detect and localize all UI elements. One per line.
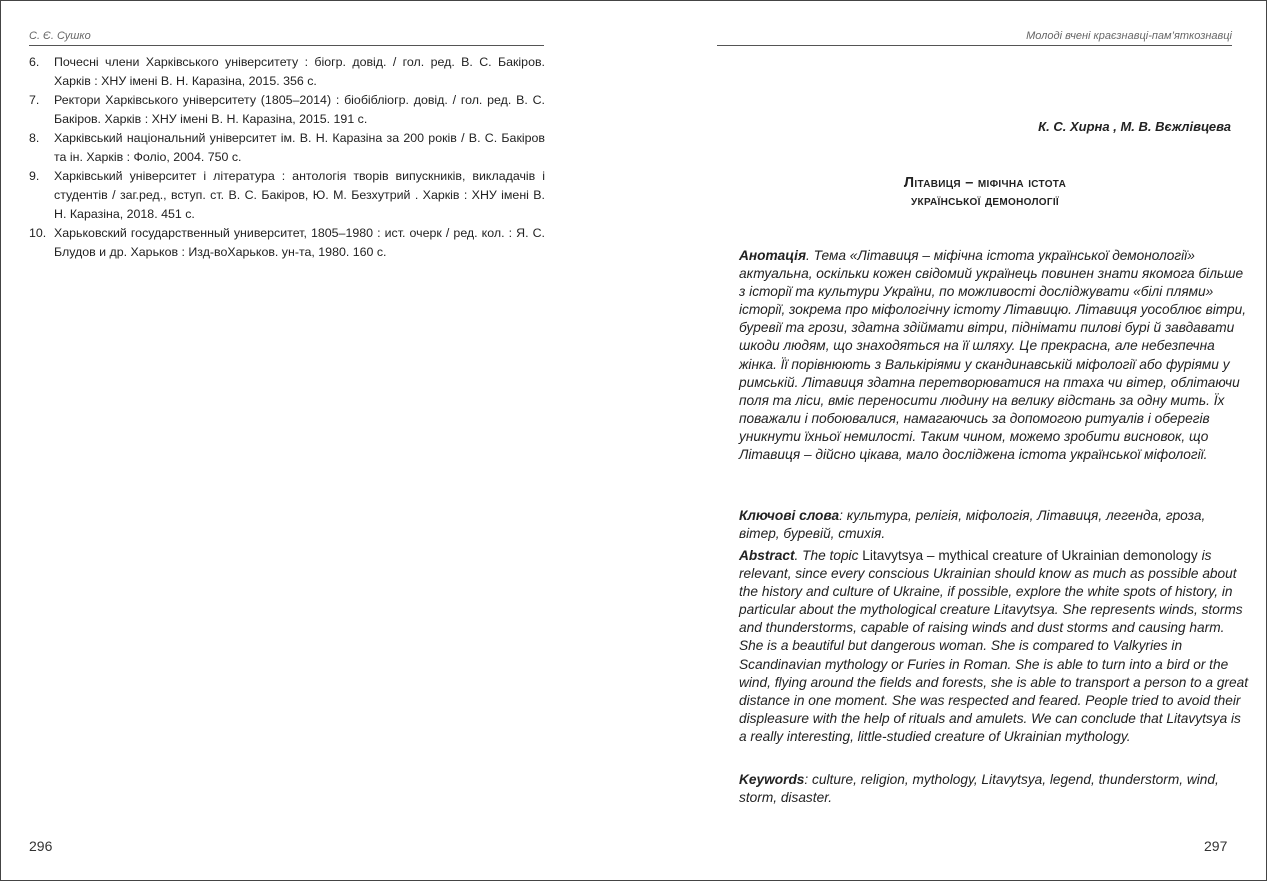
abstract-topic: Litavytsya – mythical creature of Ukrainian demonology [862,548,1198,563]
reference-text: Харьковский государственный университет, 1805–1980 : ист. очерк / ред. кол. : Я. С. Блудов и др. Харьков : Изд-воХарьков. ун-та, 1980. 160 с. [54,226,545,259]
reference-number: 8. [29,131,40,145]
reference-number: 7. [29,93,40,107]
reference-number: 6. [29,55,40,69]
reference-item [29,224,545,262]
left-running-head: С. Є. Сушко [29,30,544,46]
reference-item [29,53,545,91]
left-page-number: 296 [29,838,53,854]
keywords-en-label: Keywords [739,772,805,787]
reference-list [29,53,545,262]
keywords-en-text: : culture, religion, mythology, Litavytsya, legend, thunderstorm, wind, storm, disaster. [739,772,1219,806]
abstract-label: Abstract [739,548,795,563]
annotation-text: . Тема «Літавиця – міфічна істота української демонології» актуальна, оскільки кожен свідомий українець повинен знати якомога більше з історії та культури України, по можливості досліджувати «білі плями» історії, зокрема про міфологічну істоту Літавицю. Літавиця уособлює вітри, буревії та грози, здатна здіймати вітри, піднімати пилові бурі й завдавати шкоди людям, що знаходяться на її шляху. Це прекрасна, але небезпечна жінка. Її порівнюють з Валькіріями у скандинавській міфології або фуріями у римській. Літавиця здатна перетворюватися на птаха чи вітер, облітаючи поля та ліси, вміє переносити людину на велику відстань за одну мить. Їх поважали і побоювалися, намагаючись за допомогою ритуалів і оберегів уникнути їхньої немилості. Таким чином, можемо зробити висновок, що Літавиця – дійсно цікава, мало досліджена істота української міфології. [739,248,1247,463]
keywords-en-block [739,771,1249,807]
annotation-label: Анотація [739,248,807,263]
reference-number: 9. [29,169,40,183]
reference-item [29,167,545,224]
abstract-intro: . The topic [794,548,863,563]
keywords-uk-text: : культура, релігія, міфологія, Літавиця, легенда, гроза, вітер, буревій, стихія. [739,508,1206,542]
right-page [631,1,1266,880]
article-title [739,174,1231,210]
reference-text: Харківський університет і література : антологія творів випускників, викладачів і студентів / заг.ред., вступ. ст. В. С. Бакіров, Ю. М. Безхутрий . Харків : ХНУ імені В. Н. Каразіна, 2018. 451 с. [54,169,545,221]
right-page-number: 297 [1204,838,1228,854]
keywords-uk-label: Ключові слова [739,508,840,523]
reference-item [29,91,545,129]
reference-number: 10. [29,226,47,240]
title-line-1: Літавиця – міфічна істота [903,175,1067,191]
abstract-block [739,547,1249,746]
reference-text: Харківський національний університет ім. В. Н. Каразіна за 200 років / В. С. Бакіров та ін. Харків : Фоліо, 2004. 750 с. [54,131,545,164]
reference-text: Почесні члени Харківського університету : біогр. довід. / гол. ред. В. С. Бакіров. Харків : ХНУ імені В. Н. Каразіна, 2015. 356 с. [54,55,545,88]
right-running-head: Молоді вчені краєзнавці-пам’яткознавці [717,30,1232,46]
keywords-uk-block [739,507,1249,543]
reference-text: Ректори Харківського університету (1805–2014) : біобібліогр. довід. / гол. ред. В. С. Бакіров. Харків : ХНУ імені В. Н. Каразіна, 2015. 191 с. [54,93,545,126]
left-page [1,1,621,880]
annotation-block [739,247,1249,464]
reference-item [29,129,545,167]
abstract-text: is relevant, since every conscious Ukrainian should know as much as possible about the history and culture of Ukraine, if possible, explore the white spots of history, in particular about the mythological creature Litavytsya. She represents winds, storms and thunderstorms, capable of raising winds and dust storms and causing harm. She is a beautiful but dangerous woman. She is compared to Valkyries in Scandinavian mythology or Furies in Roman. She is able to turn into a bird or the wind, flying around the fields and forests, she is able to transport a person to a great distance in one moment. She was respected and feared. People tried to avoid their displeasure with the help of rituals and amulets. We can conclude that Litavytsya is a really interesting, little-studied creature of Ukrainian mythology. [739,548,1249,744]
title-line-2: української демонології [911,193,1059,209]
article-authors: К. С. Хирна , М. В. Вєжлівцева [1038,119,1231,134]
